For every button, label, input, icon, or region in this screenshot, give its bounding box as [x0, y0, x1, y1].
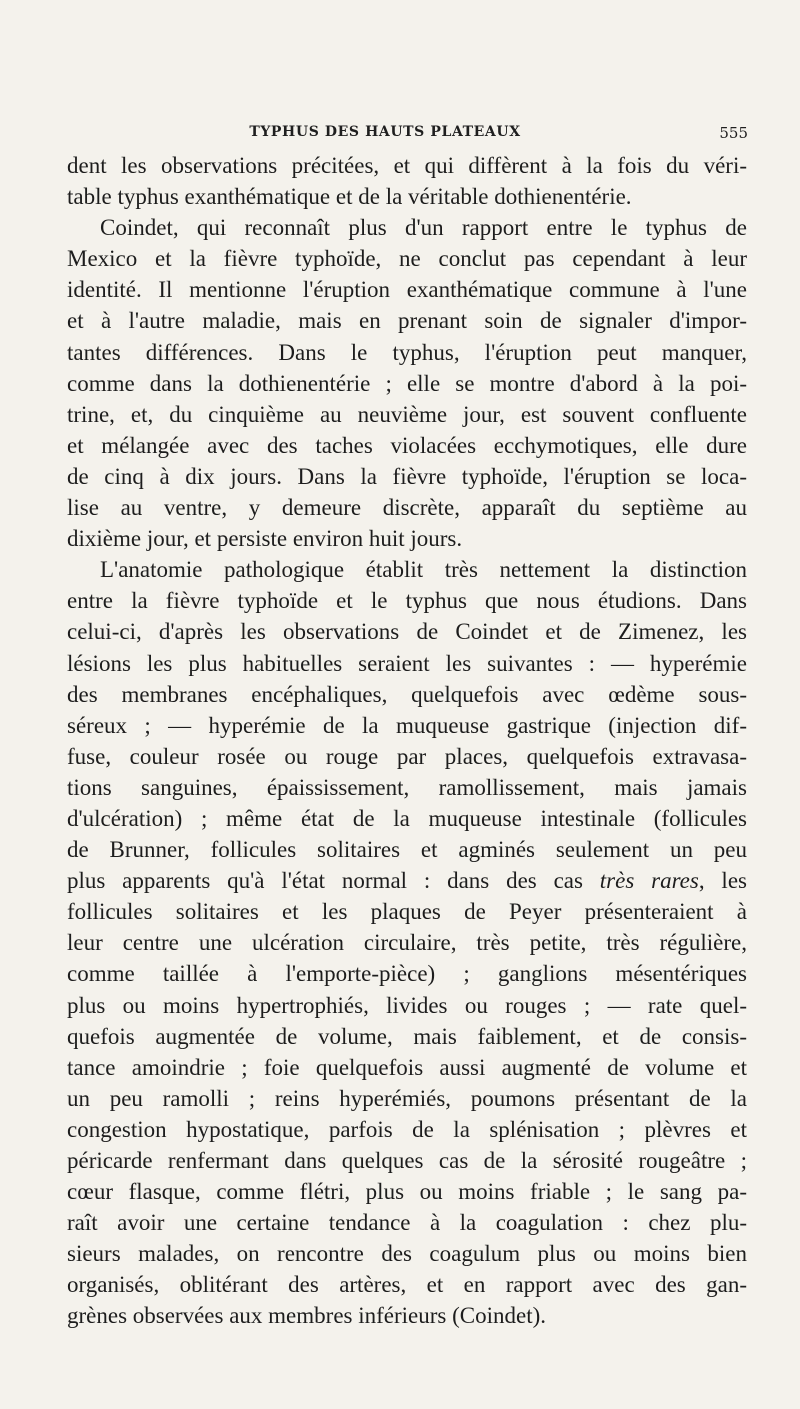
text-line: sieurs malades, on rencontre des coagulum plus ou moins bien: [67, 1241, 747, 1267]
text-line: Coindet, qui reconnaît plus d'un rapport entre le typhus de: [100, 215, 747, 241]
text-line: trine, et, du cinquième au neuvième jour, est souvent confluente: [67, 401, 747, 427]
text-line: follicules solitaires et les plaques de Peyer présenteraient à: [67, 899, 747, 925]
text-line: séreux ; — hyperémie de la muqueuse gastrique (injection dif-: [67, 712, 747, 738]
text-line: table typhus exanthématique et de la véritable dothienentérie.: [67, 184, 632, 210]
text-line: fuse, couleur rosée ou rouge par places, quelquefois extravasa-: [67, 743, 747, 769]
text-line: L'anatomie pathologique établit très nettement la distinction: [100, 557, 747, 583]
text-line: grènes observées aux membres inférieurs (Coindet).: [67, 1303, 547, 1329]
text-line: identité. Il mentionne l'éruption exanthématique commune à l'une: [67, 277, 747, 303]
text-line: lésions les plus habituelles seraient les suivantes : — hyperémie: [67, 650, 747, 676]
text-line: de cinq à dix jours. Dans la fièvre typhoïde, l'éruption se loca-: [67, 463, 747, 489]
text-line: quefois augmentée de volume, mais faiblement, et de consis-: [67, 1023, 747, 1049]
text-line: d'ulcération) ; même état de la muqueuse intestinale (follicules: [67, 805, 747, 831]
text-line: péricarde renfermant dans quelques cas de la sérosité rougeâtre ;: [67, 1148, 747, 1173]
text-line: celui-ci, d'après les observations de Coindet et de Zimenez, les: [67, 619, 747, 645]
text-line: Mexico et la fièvre typhoïde, ne conclut pas cependant à leur: [67, 246, 747, 272]
page-number: 555: [719, 124, 748, 142]
text-line: plus ou moins hypertrophiés, livides ou rouges ; — rate quel-: [67, 992, 747, 1018]
text-line: dixième jour, et persiste environ huit jours.: [67, 526, 463, 552]
text-line: organisés, oblitérant des artères, et en rapport avec des gan-: [67, 1272, 747, 1298]
text-line: et mélangée avec des taches violacées ecchymotiques, elle dure: [67, 432, 747, 458]
text-line: comme taillée à l'emporte-pièce) ; ganglions mésentériques: [67, 961, 747, 987]
text-line: un peu ramolli ; reins hyperémiés, poumons présentant de la: [67, 1085, 747, 1111]
text-line: de Brunner, follicules solitaires et agminés seulement un peu: [67, 837, 747, 863]
text-line: raît avoir une certaine tendance à la coagulation : chez plu-: [67, 1210, 747, 1236]
text-line: lise au ventre, y demeure discrète, apparaît du septième au: [67, 495, 747, 521]
text-line: tions sanguines, épaississement, ramollissement, mais jamais: [67, 774, 747, 800]
text-line-with-italic: plus apparents qu'à l'état normal : dans des cas très rares, les: [67, 868, 747, 894]
text-line: congestion hypostatique, parfois de la splénisation ; plèvres et: [67, 1116, 747, 1142]
text-line: et à l'autre maladie, mais en prenant soin de signaler d'impor-: [67, 308, 747, 334]
running-head: [0, 124, 800, 144]
italic-emphasis: très rares: [599, 868, 699, 894]
text-line: dent les observations précitées, et qui diffèrent à la fois du véri-: [67, 153, 747, 178]
body-text: [67, 150, 747, 1332]
text-line: comme dans la dothienentérie ; elle se montre d'abord à la poi-: [67, 370, 747, 396]
text-line: cœur flasque, comme flétri, plus ou moins friable ; le sang pa-: [67, 1179, 747, 1205]
text-line: leur centre une ulcération circulaire, très petite, très régulière,: [67, 930, 747, 956]
text-line: tantes différences. Dans le typhus, l'éruption peut manquer,: [67, 339, 747, 365]
text-line: entre la fièvre typhoïde et le typhus que nous étudions. Dans: [67, 588, 747, 614]
running-title: TYPHUS DES HAUTS PLATEAUX: [249, 124, 521, 140]
text-line: tance amoindrie ; foie quelquefois aussi augmenté de volume et: [67, 1054, 747, 1080]
text-line: des membranes encéphaliques, quelquefois avec œdème sous-: [67, 681, 747, 707]
